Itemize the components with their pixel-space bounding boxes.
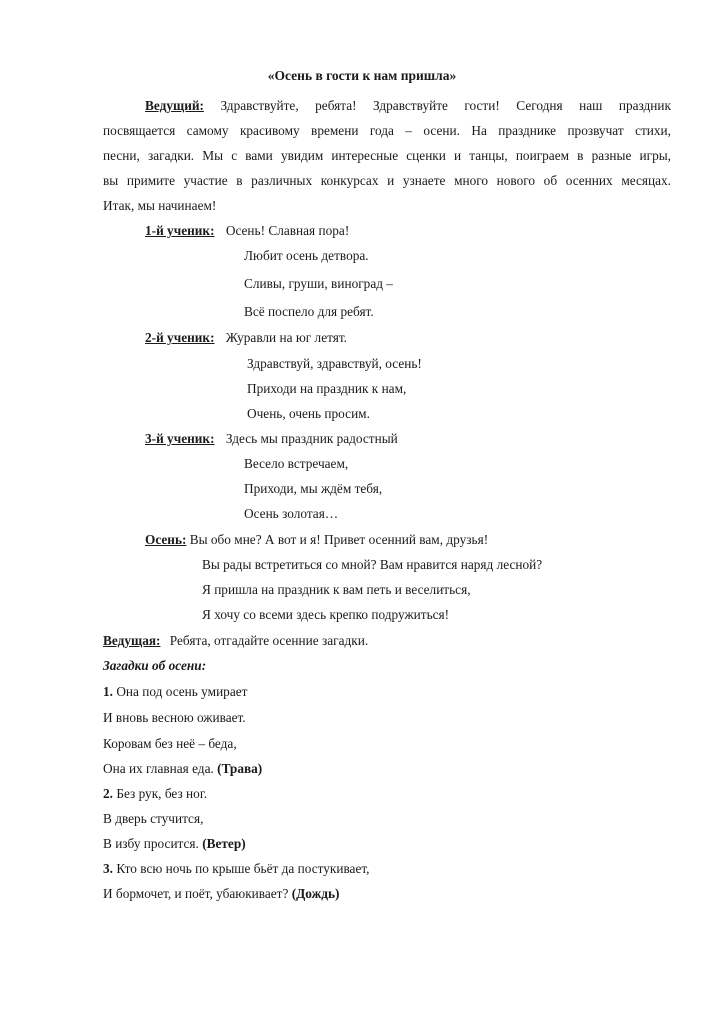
riddle-line [103,861,370,877]
student2-first-line [145,330,347,346]
riddle-number: 3. [103,861,113,876]
poem-line: Вы обо мне? А вот и я! Привет осенний вам, друзья! [189,532,489,547]
speaker-label: 1-й ученик: [145,223,215,238]
riddle-answer: (Ветер) [202,836,246,851]
riddle-answer: (Дождь) [291,886,340,901]
speaker-label: 2-й ученик: [145,330,215,345]
riddles-heading: Загадки об осени: [103,658,207,673]
riddle-line [103,786,207,802]
riddle-line [103,886,339,902]
intro-line: посвящается самому красивому времени года – осени. На празднике прозвучат стихи, [103,123,671,138]
poem-line: Осень! Славная пора! [225,223,350,238]
riddle-text: И бормочет, и поёт, убаюкивает? [103,886,289,901]
riddle-number: 1. [103,684,113,699]
poem-line: Сливы, груши, виноград – [244,276,393,291]
riddle-line: И вновь весною оживает. [103,710,246,725]
riddle-text: В избу просится. [103,836,199,851]
student1-first-line [145,223,349,239]
riddle-text: Она их главная еда. [103,761,214,776]
intro-first-line [145,98,671,114]
poem-line: Я пришла на праздник к вам петь и веселиться, [202,582,471,597]
riddle-text: Она под осень умирает [116,684,248,699]
riddle-answer: (Трава) [217,761,263,776]
poem-line: Весело встречаем, [244,456,349,471]
speaker-label: Ведущий: [145,98,204,113]
riddle-text: Кто всю ночь по крыше бьёт да постукивает, [116,861,370,876]
riddle-line [103,836,246,852]
speaker-label: 3-й ученик: [145,431,215,446]
intro-text: Здравствуйте, ребята! Здравствуйте гости! Сегодня наш праздник [220,98,672,113]
page-title: «Осень в гости к нам пришла» [267,68,457,83]
speaker-label: Ведущая: [103,633,161,648]
riddle-line [103,684,247,700]
poem-line: Я хочу со всеми здесь крепко подружиться! [202,607,450,622]
intro-line: Итак, мы начинаем! [103,198,217,213]
poem-line: Здравствуй, здравствуй, осень! [247,356,422,371]
riddle-line: Коровам без неё – беда, [103,736,237,751]
poem-line: Очень, очень просим. [247,406,370,421]
host2-text: Ребята, отгадайте осенние загадки. [169,633,369,648]
poem-line: Вы рады встретиться со мной? Вам нравится наряд лесной? [202,557,543,572]
poem-line: Приходи на праздник к нам, [247,381,407,396]
speaker-label: Осень: [145,532,187,547]
riddle-line [103,761,262,777]
riddle-text: Без рук, без ног. [116,786,208,801]
poem-line: Журавли на юг летят. [225,330,347,345]
intro-line: вы примите участие в различных конкурсах и узнаете много нового об осенних месяцах. [103,173,671,188]
student3-first-line [145,431,398,447]
intro-line: песни, загадки. Мы с вами увидим интересные сценки и танцы, поиграем в разные игры, [103,148,671,163]
autumn-first-line [145,532,488,548]
riddle-line: В дверь стучится, [103,811,204,826]
riddle-number: 2. [103,786,113,801]
poem-line: Всё поспело для ребят. [244,304,374,319]
poem-line: Любит осень детвора. [244,248,369,263]
host2-line [103,633,368,649]
poem-line: Приходи, мы ждём тебя, [244,481,383,496]
poem-line: Осень золотая… [244,506,339,521]
poem-line: Здесь мы праздник радостный [225,431,398,446]
